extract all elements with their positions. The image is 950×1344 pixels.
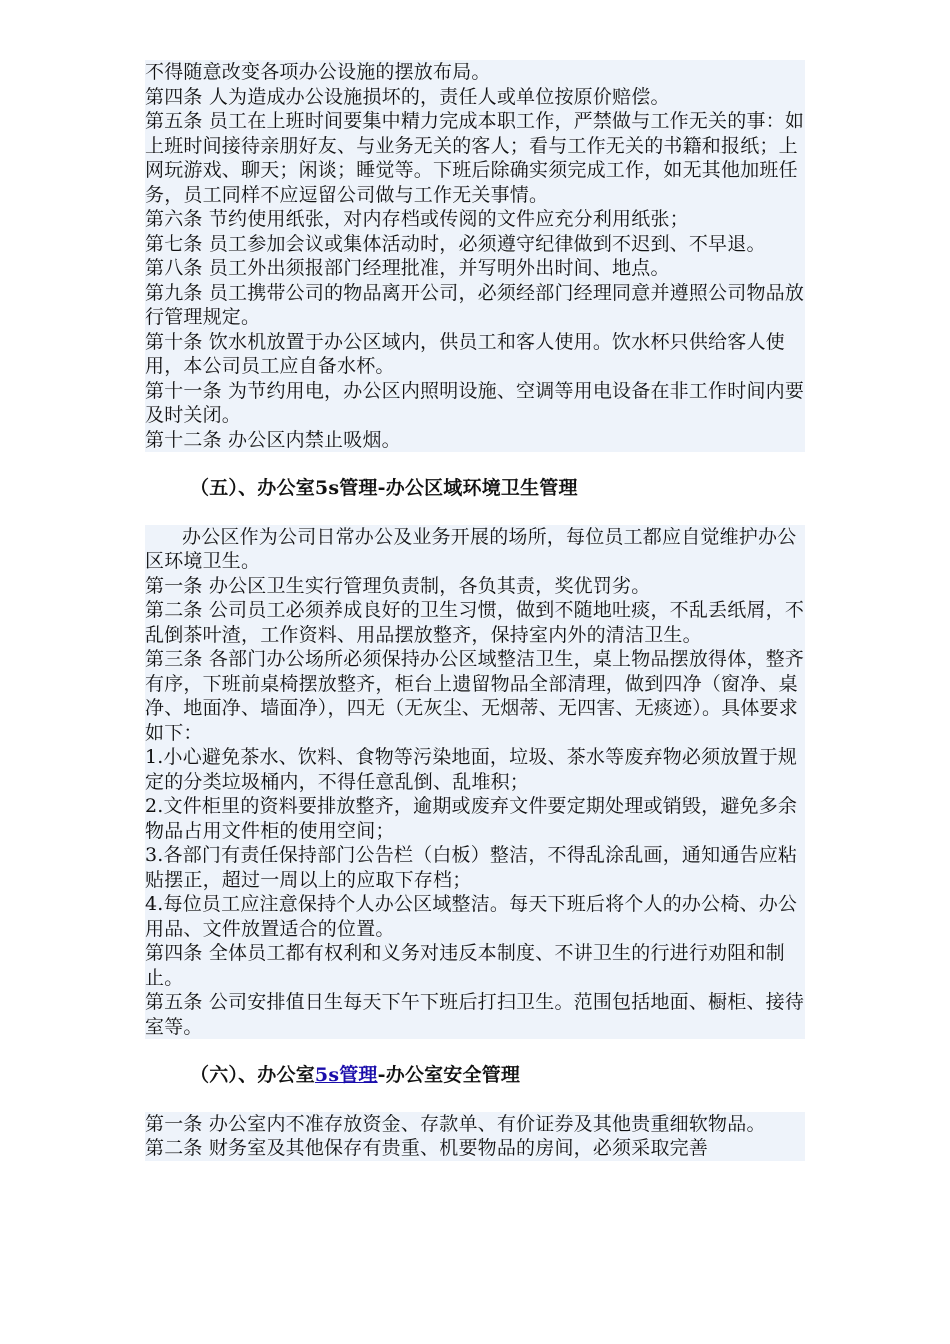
heading-prefix: （六）、办公室 — [190, 1064, 315, 1086]
paragraph: 第四条 全体员工都有权利和义务对违反本制度、不讲卫生的行进行劝阻和制止。 — [145, 942, 785, 989]
paragraph: 第十一条 为节约用电，办公区内照明设施、空调等用电设备在非工作时间内要及时关闭。 — [145, 379, 805, 426]
list-item: 3.各部门有责任保持部门公告栏（白板）整洁，不得乱涂乱画，通知通告应粘贴摆正，超过一周以上的应取下存档； — [145, 844, 798, 891]
spacer — [145, 1039, 805, 1063]
section-office-rules — [145, 60, 805, 452]
section-intro: 办公区作为公司日常办公及业务开展的场所，每位员工都应自觉维护办公区环境卫生。 — [145, 525, 797, 572]
section-heading-five: （五）、办公室5s管理-办公区域环境卫生管理 — [145, 476, 805, 501]
paragraph: 第七条 员工参加会议或集体活动时，必须遵守纪律做到不迟到、不早退。 — [145, 232, 766, 255]
section-security — [145, 1112, 805, 1161]
paragraph: 第六条 节约使用纸张，对内存档或传阅的文件应充分利用纸张； — [145, 208, 689, 230]
list-item: 1.小心避免茶水、饮料、食物等污染地面，垃圾、茶水等废弃物必须放置于规定的分类垃圾桶内，不得任意乱倒、乱堆积； — [145, 746, 798, 793]
paragraph: 第一条 办公区卫生实行管理负责制，各负其责，奖优罚劣。 — [145, 574, 651, 597]
paragraph: 第一条 办公室内不准存放资金、存款单、有价证券及其他贵重细软物品。 — [145, 1112, 766, 1135]
list-item: 4.每位员工应注意保持个人办公区域整洁。每天下班后将个人的办公椅、办公用品、文件放置适合的位置。 — [145, 893, 798, 940]
document-body — [145, 60, 805, 1161]
section-heading-six — [145, 1063, 805, 1088]
paragraph: 第二条 公司员工必须养成良好的卫生习惯，做到不随地吐痰，不乱丢纸屑，不乱倒茶叶渣，工作资料、用品摆放整齐，保持室内外的清洁卫生。 — [145, 599, 805, 646]
section-hygiene — [145, 525, 805, 1040]
paragraph: 第五条 公司安排值日生每天下午下班后打扫卫生。范围包括地面、橱柜、接待室等。 — [145, 991, 805, 1038]
paragraph: 第二条 财务室及其他保存有贵重、机要物品的房间，必须采取完善 — [145, 1137, 709, 1159]
paragraph: 第十条 饮水机放置于办公区域内，供员工和客人使用。饮水杯只供给客人使用，本公司员工应自备水杯。 — [145, 330, 785, 377]
paragraph: 第八条 员工外出须报部门经理批准，并写明外出时间、地点。 — [145, 257, 670, 279]
paragraph: 第四条 人为造成办公设施损坏的，责任人或单位按原价赔偿。 — [145, 85, 670, 108]
paragraph: 第五条 员工在上班时间要集中精力完成本职工作，严禁做与工作无关的事：如上班时间接待亲朋好友、与业务无关的客人；看与工作无关的书籍和报纸；上网玩游戏、聊天；闲谈；睡觉等。下班后除确实须完成工作，如无其他加班任务，员工同样不应逗留公司做与工作无关事情。 — [145, 110, 805, 206]
heading-suffix: -办公室安全管理 — [377, 1064, 521, 1086]
spacer — [145, 1088, 805, 1112]
paragraph: 不得随意改变各项办公设施的摆放布局。 — [145, 61, 491, 83]
spacer — [145, 501, 805, 525]
list-item: 2.文件柜里的资料要排放整齐，逾期或废弃文件要定期处理或销毁，避免多余物品占用文件柜的使用空间； — [145, 795, 798, 842]
5s-management-link[interactable]: 5s管理 — [314, 1064, 378, 1086]
paragraph: 第三条 各部门办公场所必须保持办公区域整洁卫生，桌上物品摆放得体，整齐有序，下班前桌椅摆放整齐，柜台上遗留物品全部清理，做到四净（窗净、桌净、地面净、墙面净），四无（无灰尘、无烟蒂、无四害、无痰迹）。具体要求如下： — [145, 648, 805, 744]
paragraph: 第九条 员工携带公司的物品离开公司，必须经部门经理同意并遵照公司物品放行管理规定。 — [145, 281, 805, 328]
paragraph: 第十二条 办公区内禁止吸烟。 — [145, 428, 401, 451]
spacer — [145, 452, 805, 476]
